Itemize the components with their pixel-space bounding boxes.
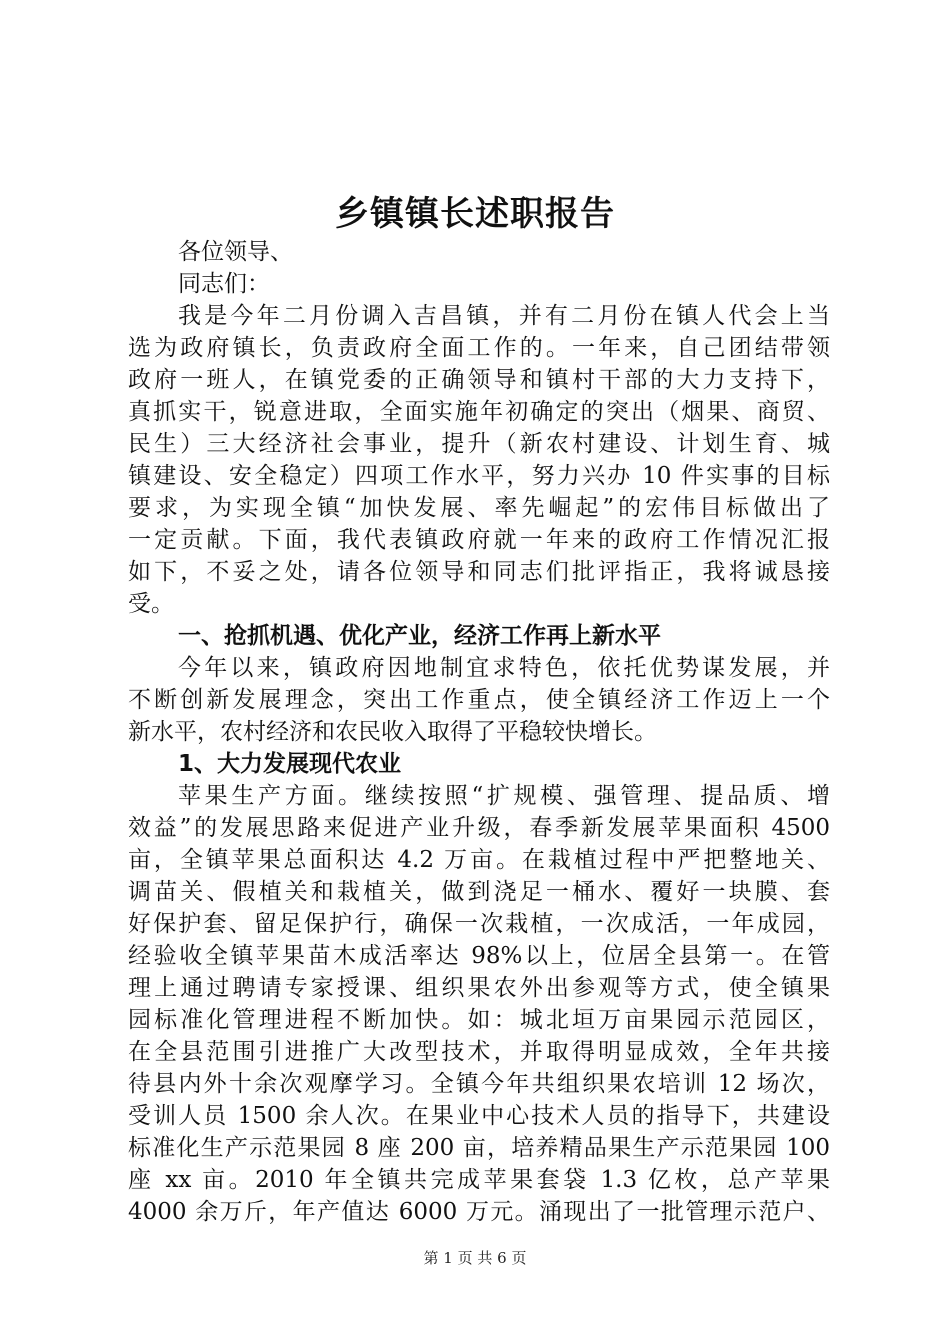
text-line: 我是今年二月份调入吉昌镇，并有二月份在镇人代会上当 — [178, 303, 830, 329]
text-line: 调苗关、假植关和栽植关，做到浇足一桶水、覆好一块膜、套 — [128, 879, 830, 905]
document-body — [128, 236, 830, 1228]
text-line: 苹果生产方面。继续按照“扩规模、强管理、提品质、增 — [178, 783, 830, 809]
page-footer: 第 1 页 共 6 页 — [423, 1249, 527, 1267]
document-title: 乡镇镇长述职报告 — [335, 194, 615, 234]
text-line: 在全县范围引进推广大改型技术，并取得明显成效，全年共接 — [128, 1039, 830, 1065]
text-line: 镇建设、安全稳定）四项工作水平，努力兴办 10 件实事的目标 — [128, 463, 830, 489]
text-line: 要求，为实现全镇“加快发展、率先崛起”的宏伟目标做出了 — [128, 495, 830, 521]
text-line: 新水平，农村经济和农民收入取得了平稳较快增长。 — [128, 719, 657, 745]
text-line: 真抓实干，锐意进取，全面实施年初确定的突出（烟果、商贸、 — [128, 399, 830, 425]
text-line: 受训人员 1500 余人次。在果业中心技术人员的指导下，共建设 — [128, 1103, 830, 1129]
text-line: 亩，全镇苹果总面积达 4.2 万亩。在栽植过程中严把整地关、 — [128, 847, 830, 873]
text-line: 理上通过聘请专家授课、组织果农外出参观等方式，使全镇果 — [128, 975, 830, 1001]
text-line: 各位领导、 — [178, 239, 293, 265]
text-line: 政府一班人，在镇党委的正确领导和镇村干部的大力支持下， — [128, 367, 830, 393]
text-line: 不断创新发展理念，突出工作重点，使全镇经济工作迈上一个 — [128, 687, 830, 713]
text-line: 今年以来，镇政府因地制宜求特色，依托优势谋发展，并 — [178, 655, 830, 681]
text-line: 座 xx 亩。2010 年全镇共完成苹果套袋 1.3 亿枚，总产苹果 — [128, 1167, 830, 1193]
section-heading: 一、抢抓机遇、优化产业，经济工作再上新水平 — [178, 623, 661, 649]
text-line: 待县内外十余次观摩学习。全镇今年共组织果农培训 12 场次， — [128, 1071, 830, 1097]
text-line: 效益”的发展思路来促进产业升级，春季新发展苹果面积 4500 — [128, 815, 830, 841]
text-line: 园标准化管理进程不断加快。如：城北垣万亩果园示范园区， — [128, 1007, 830, 1033]
text-line: 好保护套、留足保护行，确保一次栽植，一次成活，一年成园， — [128, 911, 830, 937]
text-line: 同志们： — [178, 271, 270, 297]
text-line: 标准化生产示范果园 8 座 200 亩，培养精品果生产示范果园 100 — [128, 1135, 830, 1161]
text-line: 如下，不妥之处，请各位领导和同志们批评指正，我将诚恳接 — [128, 559, 830, 585]
text-line: 选为政府镇长，负责政府全面工作的。一年来，自己团结带领 — [128, 335, 830, 361]
section-heading: 1、大力发展现代农业 — [178, 751, 402, 777]
text-line: 民生）三大经济社会事业，提升（新农村建设、计划生育、城 — [128, 431, 830, 457]
text-line: 受。 — [128, 591, 174, 617]
text-line: 一定贡献。下面，我代表镇政府就一年来的政府工作情况汇报 — [128, 527, 830, 553]
text-line: 4000 余万斤，年产值达 6000 万元。涌现出了一批管理示范户、 — [128, 1199, 830, 1225]
text-line: 经验收全镇苹果苗木成活率达 98%以上，位居全县第一。在管 — [128, 943, 830, 969]
